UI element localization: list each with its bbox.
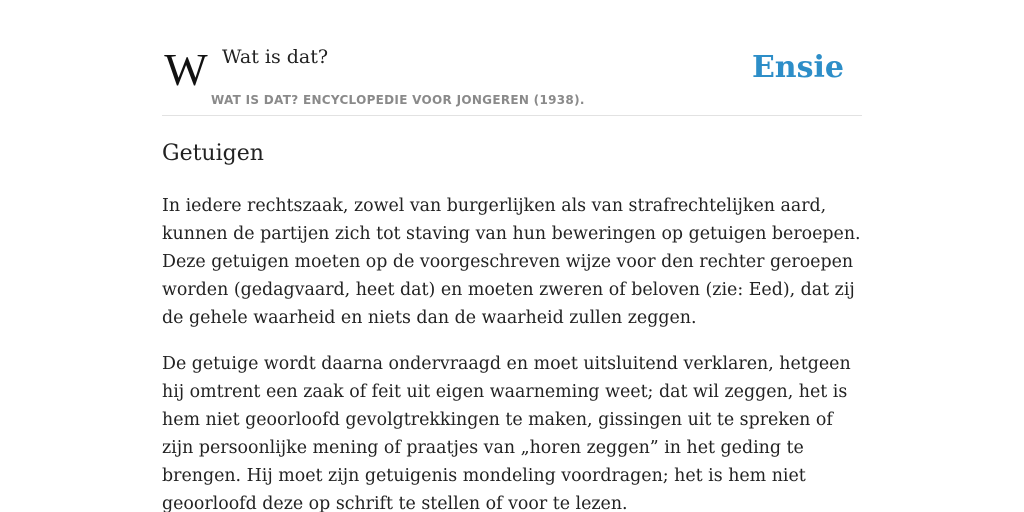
source-line: WAT IS DAT? ENCYCLOPEDIE VOOR JONGEREN (1938). <box>211 93 585 107</box>
article-title: Getuigen <box>162 141 264 166</box>
article <box>162 138 864 512</box>
site-title[interactable]: Wat is dat? <box>222 46 329 68</box>
wikipedia-logo-icon[interactable]: W <box>164 44 208 95</box>
brand-logo-link[interactable]: Ensie <box>751 50 844 85</box>
header <box>162 40 862 116</box>
article-paragraph: In iedere rechtszaak, zowel van burgerlijken als van strafrechtelijken aard, kunnen de partijen zich tot staving van hun beweringen op getuigen beroepen. Deze getuigen moeten op de voorgeschreven wijze voor den rechter geroepen worden (gedagvaard, heet dat) en moeten zweren of beloven (zie: Eed), dat zij de gehele waarheid en niets dan de waarheid zullen zeggen. <box>162 196 861 328</box>
article-paragraph: De getuige wordt daarna ondervraagd en moet uitsluitend verklaren, hetgeen hij omtrent een zaak of feit uit eigen waarneming weet; dat wil zeggen, het is hem niet geoorloofd gevolgtrekkingen te maken, gissingen uit te spreken of zijn persoonlijke mening of praatjes van „horen zeggen” in het geding te brengen. Hij moet zijn getuigenis mondeling voordragen; het is hem niet geoorloofd deze op schrift te stellen of voor te lezen. <box>162 354 851 512</box>
